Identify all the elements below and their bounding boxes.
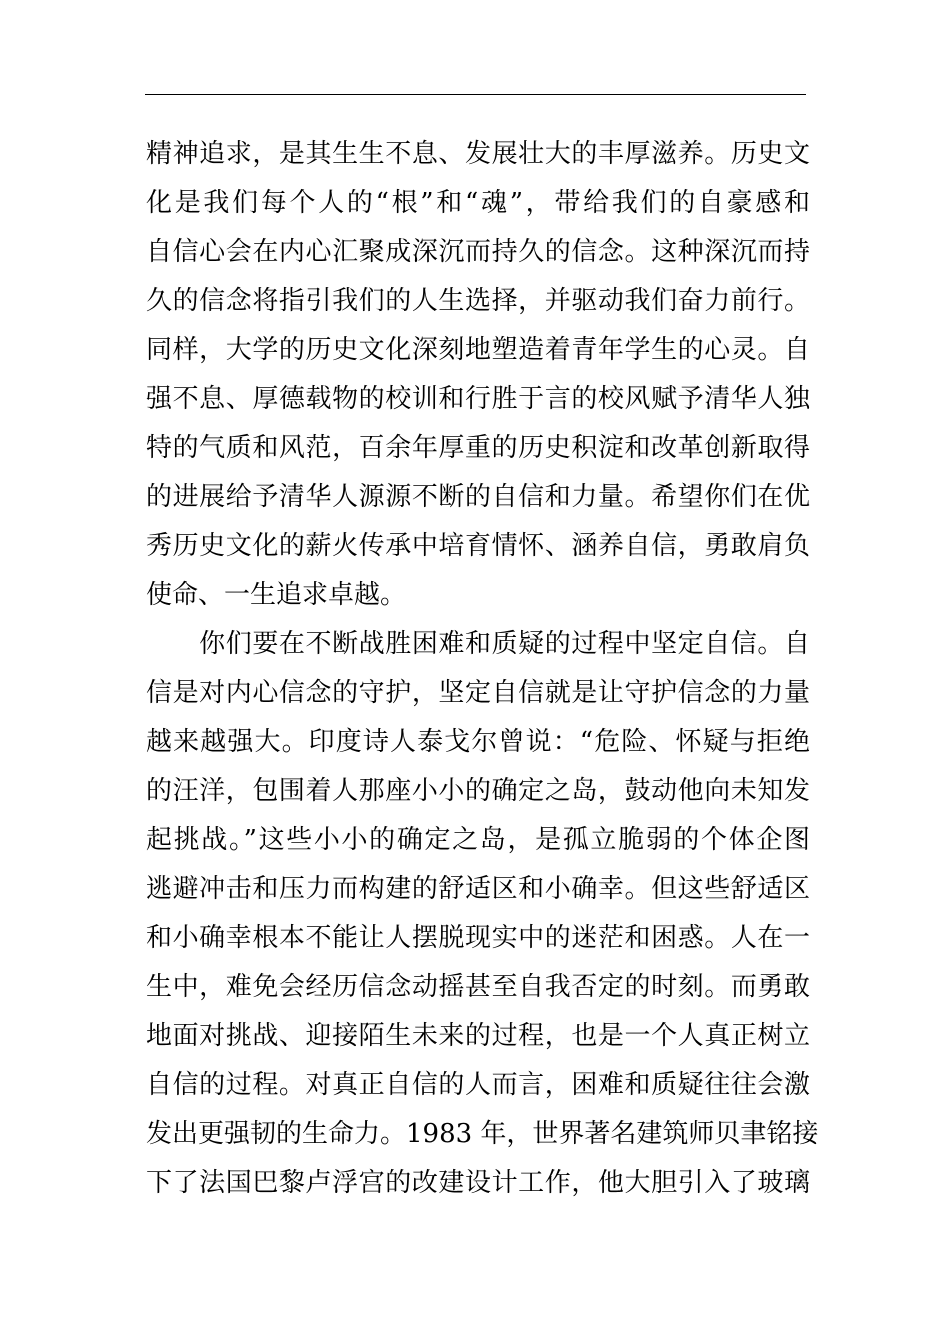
text-line: 化是我们每个人的“根”和“魂”，带给我们的自豪感和 <box>146 188 810 218</box>
body-text <box>146 130 819 1208</box>
text-line: 强不息、厚德载物的校训和行胜于言的校风赋予清华人独 <box>146 384 810 414</box>
text-line: 信是对内心信念的守护，坚定自信就是让守护信念的力量 <box>146 678 810 708</box>
text-line: 秀历史文化的薪火传承中培育情怀、涵养自信，勇敢肩负 <box>146 531 810 561</box>
paragraph-last-line: 使命、一生追求卓越。 <box>146 580 407 610</box>
text-line: 久的信念将指引我们的人生选择，并驱动我们奋力前行。 <box>146 286 810 316</box>
text-line: 和小确幸根本不能让人摆脱现实中的迷茫和困惑。人在一 <box>146 923 810 953</box>
text-line: 的进展给予清华人源源不断的自信和力量。希望你们在优 <box>146 482 810 512</box>
text-line: 精神追求，是其生生不息、发展壮大的丰厚滋养。历史文 <box>146 139 810 169</box>
text-line: 自信的过程。对真正自信的人而言，困难和质疑往往会激 <box>146 1070 810 1100</box>
text-line: 发出更强韧的生命力。1983 年，世界著名建筑师贝聿铭接 <box>146 1119 819 1149</box>
text-line: 起挑战。”这些小小的确定之岛，是孤立脆弱的个体企图 <box>146 825 810 855</box>
header-rule <box>145 94 806 95</box>
text-line: 越来越强大。印度诗人泰戈尔曾说：“危险、怀疑与拒绝 <box>146 727 810 757</box>
text-line: 生中，难免会经历信念动摇甚至自我否定的时刻。而勇敢 <box>146 972 810 1002</box>
text-line: 地面对挑战、迎接陌生未来的过程，也是一个人真正树立 <box>146 1021 810 1051</box>
text-line: 的汪洋，包围着人那座小小的确定之岛，鼓动他向未知发 <box>146 776 810 806</box>
text-line: 特的气质和风范，百余年厚重的历史积淀和改革创新取得 <box>146 433 810 463</box>
text-line: 同样，大学的历史文化深刻地塑造着青年学生的心灵。自 <box>146 335 810 365</box>
paragraph-first-line: 你们要在不断战胜困难和质疑的过程中坚定自信。自 <box>146 629 810 659</box>
text-line: 自信心会在内心汇聚成深沉而持久的信念。这种深沉而持 <box>146 237 810 267</box>
text-line: 逃避冲击和压力而构建的舒适区和小确幸。但这些舒适区 <box>146 874 810 904</box>
text-line: 下了法国巴黎卢浮宫的改建设计工作，他大胆引入了玻璃 <box>146 1168 810 1198</box>
